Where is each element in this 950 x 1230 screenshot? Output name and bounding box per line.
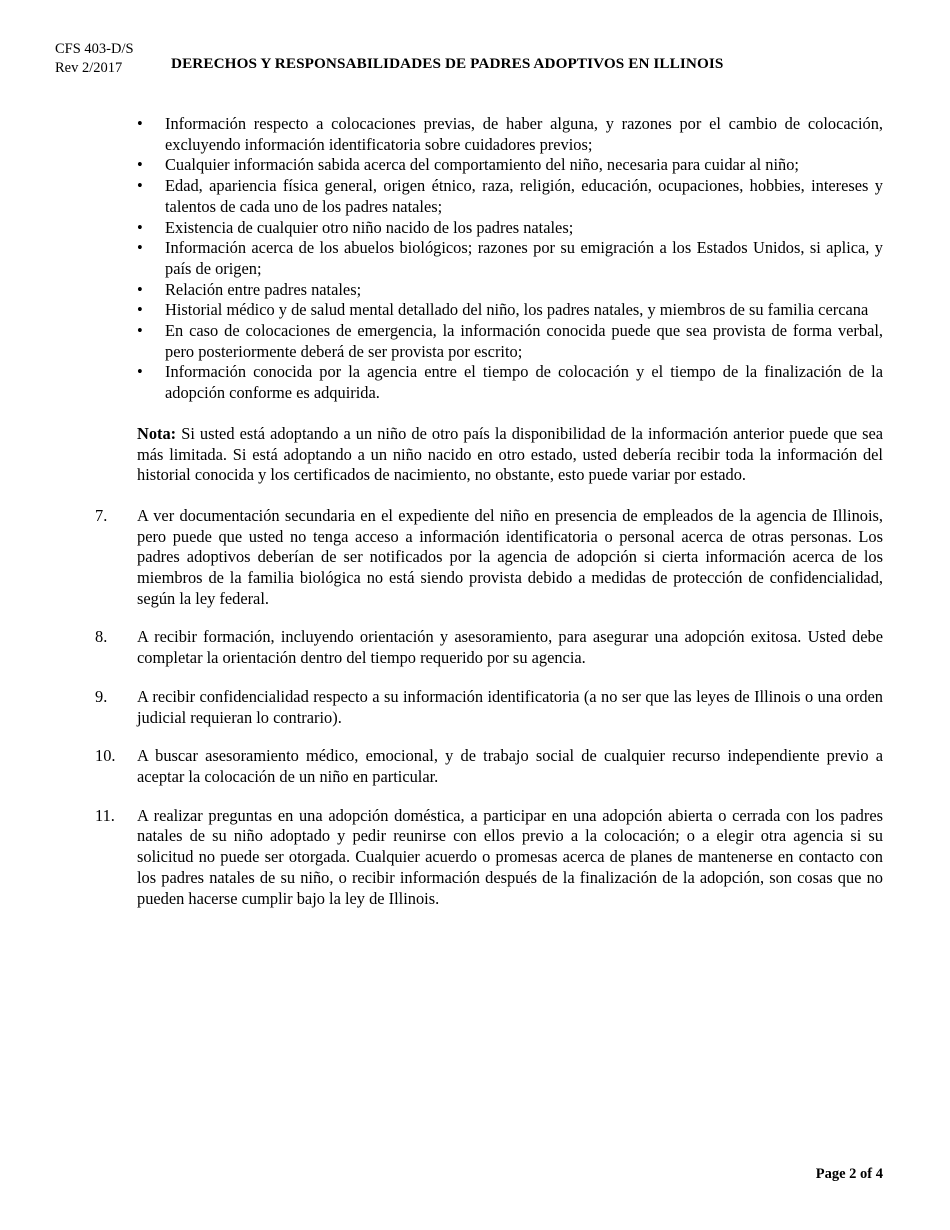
bullet-item: • Cualquier información sabida acerca del comportamiento del niño, necesaria para cuidar al niño; [137, 155, 883, 176]
form-number: CFS 403-D/S [55, 41, 134, 57]
note-paragraph [137, 424, 883, 486]
note-text: Si usted está adoptando a un niño de otro país la disponibilidad de la información anterior puede que sea más limitada. Si está adoptando a un niño nacido en otro estado, usted debería recibir toda la información del historial conocida y los certificados de nacimiento, no obstante, esto puede variar por estado. [137, 423, 883, 485]
numbered-item [95, 805, 883, 910]
item-text: A realizar preguntas en una adopción doméstica, a participar en una adopción abierta o cerrada con los padres natales de su niño adoptado y pedir reunirse con ellos previo a la colocación; o a elegir otra agencia si su solicitud no puede ser otorgada. Cualquier acuerdo o promesas acerca de planes de mantenerse en contacto con los padres natales de su niño, o recibir información después de la finalización de la adopción, son cosas que no pueden hacerse cumplir bajo la ley de Illinois. [137, 805, 883, 908]
numbered-item [95, 505, 883, 610]
form-revision: Rev 2/2017 [55, 60, 123, 76]
document-body [95, 114, 883, 909]
bullet-item: • En caso de colocaciones de emergencia, la información conocida puede que sea provista de forma verbal, pero posteriormente deberá de ser provista por escrito; [137, 321, 883, 362]
numbered-item [95, 746, 883, 787]
form-identifier [55, 40, 134, 78]
bullet-item: • Existencia de cualquier otro niño nacido de los padres natales; [137, 218, 883, 239]
bullet-item: • Relación entre padres natales; [137, 280, 883, 301]
item-number: 7. [95, 505, 108, 525]
item-text: A buscar asesoramiento médico, emocional, y de trabajo social de cualquier recurso independiente previo a aceptar la colocación de un niño en particular. [137, 746, 883, 786]
numbered-item [95, 627, 883, 668]
item-text: A ver documentación secundaria en el expediente del niño en presencia de empleados de la agencia de Illinois, pero puede que usted no tenga acceso a información identificatoria o personal acerca de otras personas. Los padres adoptivos deberían de ser notificados por la agencia de adopción si cierta información acerca de los miembros de la familia biológica no está siendo provista debido a medidas de protección de confidencialidad, según la ley federal. [137, 505, 883, 608]
bullet-item: • Historial médico y de salud mental detallado del niño, los padres natales, y miembros de su familia cercana [137, 300, 883, 321]
bullet-item: • Información respecto a colocaciones previas, de haber alguna, y razones por el cambio de colocación, excluyendo información identificatoria sobre cuidadores previos; [137, 114, 883, 155]
item-number: 9. [95, 686, 108, 706]
bullet-item: • Información acerca de los abuelos biológicos; razones por su emigración a los Estados Unidos, si aplica, y país de origen; [137, 238, 883, 279]
item-number: 11. [95, 805, 115, 825]
numbered-item [95, 686, 883, 728]
information-bullet-list [137, 114, 883, 404]
page-number: Page 2 of 4 [815, 1166, 883, 1182]
bullet-item: • Edad, apariencia física general, origen étnico, raza, religión, educación, ocupaciones, hobbies, intereses y talentos de cada uno de los padres natales; [137, 176, 883, 217]
document-title: DERECHOS Y RESPONSABILIDADES DE PADRES ADOPTIVOS EN ILLINOIS [171, 55, 724, 72]
bullet-item: • Información conocida por la agencia entre el tiempo de colocación y el tiempo de la finalización de la adopción conforme es adquirida. [137, 362, 883, 403]
item-text: A recibir formación, incluyendo orientación y asesoramiento, para asegurar una adopción exitosa. Usted debe completar la orientación dentro del tiempo requerido por su agencia. [137, 627, 883, 668]
item-text: A recibir confidencialidad respecto a su información identificatoria (a no ser que las leyes de Illinois o una orden judicial requieran lo contrario). [137, 686, 883, 727]
item-number: 10. [95, 746, 116, 766]
note-label: Nota: [137, 423, 177, 443]
item-number: 8. [95, 627, 108, 647]
